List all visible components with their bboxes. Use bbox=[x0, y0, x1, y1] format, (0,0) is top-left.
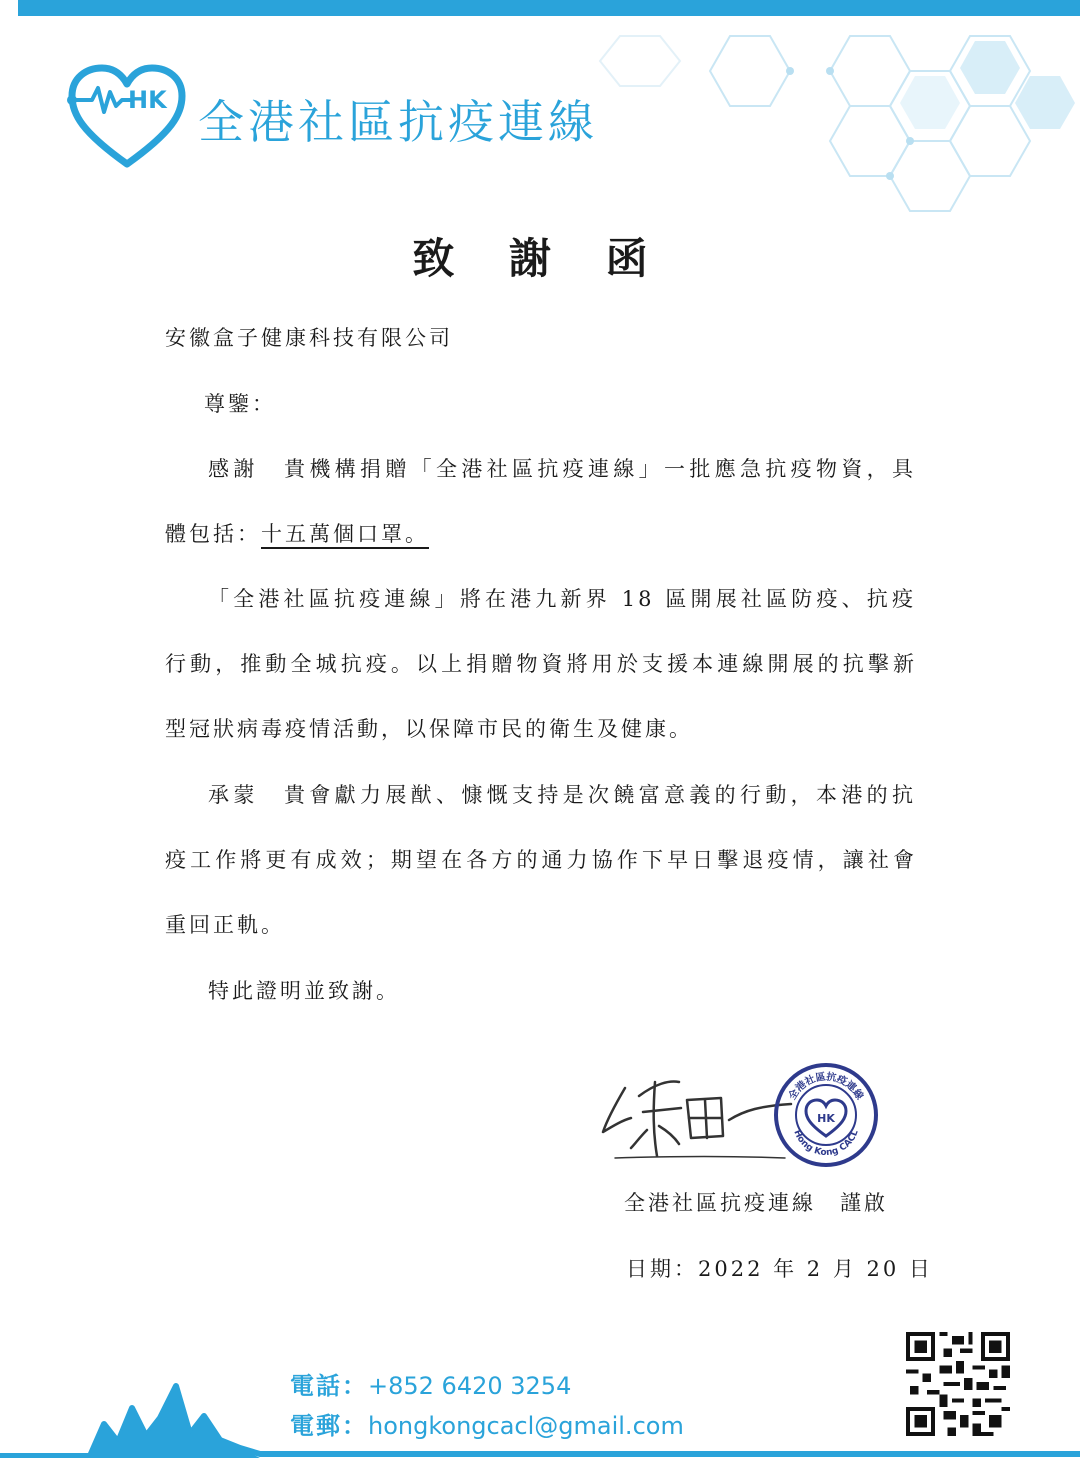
heart-pulse-icon bbox=[62, 62, 192, 172]
signoff: 全港社區抗疫連線 謹啟 bbox=[624, 1191, 888, 1215]
salutation: 尊鑒： bbox=[204, 392, 276, 416]
letter-title: 致 謝 函 bbox=[412, 234, 668, 283]
paragraph-1-text: 體包括： bbox=[165, 522, 261, 546]
donation-item: 十五萬個口罩。 bbox=[261, 522, 429, 546]
paragraph-2-line-1: 「全港社區抗疫連線」將在港九新界 18 區開展社區防疫、抗疫 bbox=[208, 587, 916, 611]
logo-text: HK bbox=[128, 86, 167, 114]
phone-number: +852 6420 3254 bbox=[368, 1372, 572, 1400]
paragraph-2-line-2: 行動，推動全城抗疫。以上捐贈物資將用於支援本連線開展的抗擊新 bbox=[165, 652, 917, 676]
email-label: 電郵： bbox=[290, 1412, 368, 1440]
paragraph-1-line-2 bbox=[165, 518, 429, 548]
phone-label: 電話： bbox=[290, 1372, 368, 1400]
email-address: hongkongcacl@gmail.com bbox=[368, 1412, 684, 1440]
paragraph-3-line-1: 承蒙 貴會獻力展猷、慷慨支持是次饒富意義的行動，本港的抗 bbox=[208, 783, 916, 807]
seal-center-text: HK bbox=[817, 1112, 835, 1125]
hexagon-decoration bbox=[520, 16, 1080, 236]
org-name: 全港社區抗疫連線 bbox=[198, 95, 598, 149]
seal-text-bottom: Hong Kong CACL bbox=[791, 1128, 861, 1159]
top-accent-bar bbox=[18, 0, 1080, 16]
recipient: 安徽盒子健康科技有限公司 bbox=[165, 326, 453, 350]
seal-text-top: 全港社區抗疫連線 bbox=[787, 1071, 865, 1102]
letter-date: 日期：2022 年 2 月 20 日 bbox=[626, 1257, 933, 1281]
paragraph-1-line-1: 感謝 貴機構捐贈「全港社區抗疫連線」一批應急抗疫物資，具 bbox=[208, 457, 916, 481]
closing: 特此證明並致謝。 bbox=[208, 979, 400, 1003]
signature bbox=[595, 1060, 795, 1170]
svg-text:Hong Kong CACL bbox=[791, 1129, 860, 1159]
paragraph-3-line-2: 疫工作將更有成效；期望在各方的通力協作下早日擊退疫情，讓社會 bbox=[165, 848, 917, 872]
footer-wave-decoration bbox=[0, 1378, 1080, 1458]
paragraph-2-line-3: 型冠狀病毒疫情活動，以保障市民的衛生及健康。 bbox=[165, 717, 693, 741]
paragraph-3-line-3: 重回正軌。 bbox=[165, 913, 285, 937]
organization-seal bbox=[773, 1062, 879, 1168]
